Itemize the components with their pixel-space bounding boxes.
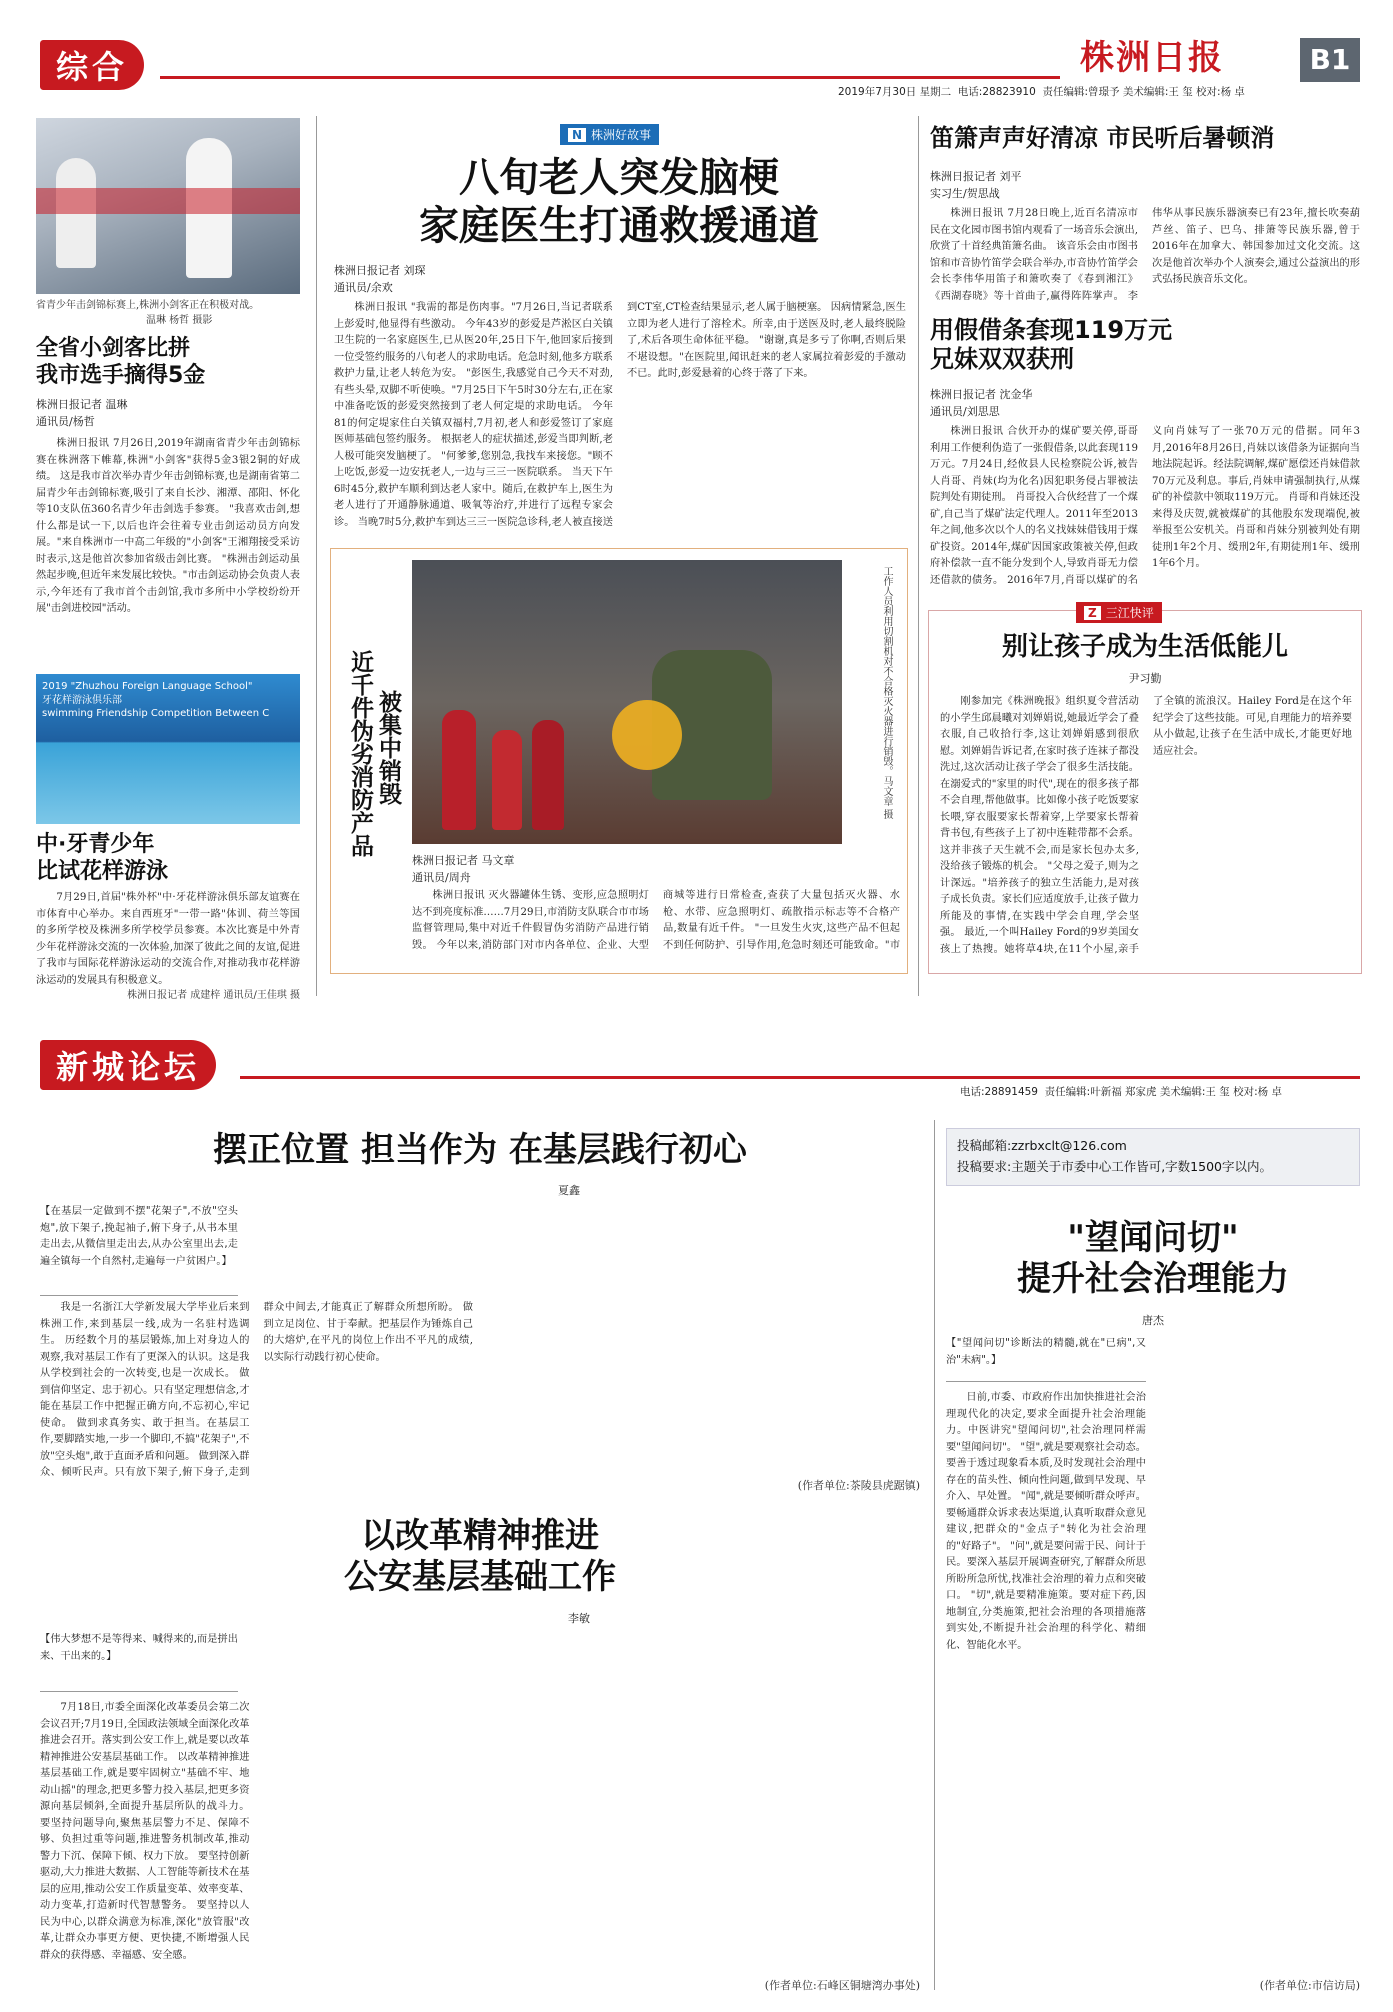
forum-date-line: 电话:28891459 责任编辑:叶新福 郑家虎 美术编辑:王 玺 校对:杨 卓 — [960, 1086, 1282, 1098]
story-headline: 八旬老人突发脑梗 家庭医生打通救援通道 — [419, 155, 819, 249]
masthead-logo: 株洲日报 — [1080, 38, 1224, 78]
forum-header-rule — [240, 1076, 1360, 1079]
forum1-body: 我是一名浙江大学新发展大学毕业后来到株洲工作,来到基层一线,成为一名驻村选调生。 历经数个月的基层锻炼,加上对身边人的观察,我对基层工作有了更深入的认识。这是我从学校到社会的一次转变,也是一次成长。 做到信仰坚定、忠于初心。只有坚定理想信念,才能在基层工作中把握正确方向,不忘初心,牢记使命。 做到求真务实、敢于担当。在基层工作,要脚踏实地,一步一个脚印,不搞"花架子",不放"空头炮",敢于直面矛盾和问题。 做到深入群众、倾听民声。只有放下架子,俯下身子,走到群众中间去,才能真正了解群众所想所盼。 做到立足岗位、甘于奉献。把基层作为锤炼自己的大熔炉,在平凡的岗位上作出不平凡的成绩,以实际行动践行初心使命。 — [40, 1302, 473, 1479]
submission-email: 投稿邮箱:zzrbxclt@126.com — [957, 1138, 1127, 1153]
fencing-headline: 全省小剑客比拼 我市选手摘得5金 — [36, 336, 206, 388]
loan-headline: 用假借条套现119万元 兄妹双双获刑 — [930, 316, 1173, 374]
comment-headline: 别让孩子成为生活低能儿 — [1001, 632, 1288, 662]
forum3-lead: 【"望闻问切"诊断法的精髓,就在"已病",又治"未病"。】 — [946, 1336, 1146, 1382]
forum1-lead: 【在基层一定做到不摆"花架子",不放"空头炮",放下架子,挽起袖子,俯下身子,从书本里走出去,从微信里走出去,从办公室里出去,走遍全镇每一个自然村,走遍每一户贫困户。】 — [40, 1204, 238, 1296]
column-divider — [918, 116, 919, 996]
fencing-body: 株洲日报讯 7月26日,2019年湖南省青少年击剑锦标赛在株洲落下帷幕,株洲"小剑客"获得5金3银2铜的好成绩。 这是我市首次举办青少年击剑锦标赛,也是湖南省第二届青少年击剑锦标赛,吸引了来自长沙、湘潭、邵阳、怀化等10支队伍360名青少年击剑选手参赛。 "我喜欢击剑,想什么都是试一下,以后也许会往着专业击剑运动员方向发展。"来自株洲市一中高二年级的"小剑客"王湘翔接受采访时表示,这是他首次参加省级击剑比赛。 "株洲击剑运动虽然起步晚,但近年来发展比较快。"市击剑运动协会负责人表示,今年还有了我市首个击剑馆,我市多所中小学校纷纷开展"击剑进校园"活动。 — [36, 438, 300, 615]
fire-photo-caption: 工作人员利用切割机对不合格灭火器进行销毁。马文章 摄 — [881, 566, 892, 820]
comment-tag-icon: Z — [1084, 606, 1101, 620]
forum1-headline: 摆正位置 担当作为 在基层践行初心 — [213, 1130, 747, 1170]
column-divider — [316, 116, 317, 996]
date-line: 2019年7月30日 星期二 电话:28823910 责任编辑:曾璟予 美术编辑:王 玺 校对:杨 卓 — [838, 86, 1245, 98]
forum2-footer: (作者单位:石峰区铜塘湾办事处) — [764, 1979, 920, 1992]
fencing-photo-caption: 省青少年击剑锦标赛上,株洲小剑客正在积极对战。 温琳 杨哲 摄影 — [36, 300, 260, 326]
forum3-headline: "望闻问切" 提升社会治理能力 — [1017, 1218, 1289, 1300]
section-badge: 综合 — [40, 40, 144, 90]
fire-headline-1: 近千件伪劣消防产品 — [347, 650, 373, 857]
header-rule — [160, 76, 1060, 79]
forum-section-badge: 新城论坛 — [40, 1040, 216, 1090]
swimming-headline: 中·牙青少年 比试花样游泳 — [36, 832, 169, 884]
submission-box — [946, 1128, 1360, 1186]
story-body: 株洲日报讯 "我需的都是伤肉事。"7月26日,当记者联系上彭爱时,他显得有些激动。 今年43岁的彭爱是芦淞区白关镇卫生院的一名家庭医生,已从医20年,25日下午,他回家后接到一位受签约服务的八旬老人的求助电话。危急时刻,他多方联系救护力量,让老人转危为安。 "彭医生,我感觉自己今天不对劲,有些头晕,双脚不听使唤。"7月25日下午5时30分左右,正在家中准备吃饭的彭爱突然接到了老人何定堤的求助电话。 今年81的何定堤家住白关镇双福村,7月初,老人和彭爱签订了家庭医师基础包签约服务。 根据老人的症状描述,彭爱当即判断,老人极可能突发脑梗了。 "何爹爹,您别急,我找车来接您。"顾不上吃饭,彭爱一边安抚老人,一边与三三一医院联系。 当天下午6时45分,救护车顺利到达老人家中。随后,在救护车上,医生为老人进行了开通静脉通道、吸氧等治疗,并进行了远程专家会诊。 当晚7时5分,救护车到达三三一医院急诊科,老人被直接送到CT室,CT检查结果显示,老人属于脑梗塞。 因病情紧急,医生立即为老人进行了溶栓术。所幸,由于送医及时,老人最终脱险了,术后各项生命体征平稳。 "谢谢,真是多亏了你啊,否则后果不堪设想。"在医院里,闻讯赶来的老人家属拉着彭爱的手激动不已。此时,彭爱悬着的心终于落了下来。 — [334, 302, 906, 528]
swimming-photo — [36, 674, 300, 824]
forum1-author: 夏鑫 — [558, 1184, 580, 1197]
swimming-body: 7月29日,首届"株外杯"中·牙花样游泳俱乐部友谊赛在市体育中心举办。来自西班牙"一带一路"体训、荷兰等国的多所学校及株洲多所学校学员参赛。本次比赛是中外青少年花样游泳交流的一次体验,加深了彼此之间的友谊,促进了我市与国际花样游泳运动的交流合作,对推动我市花样游泳运动的发展具有积极意义。 — [36, 892, 300, 986]
fire-byline: 株洲日报记者 马文章 通讯员/周舟 — [412, 854, 515, 885]
forum2-body: 7月18日,市委全面深化改革委员会第二次会议召开;7月19日,全国政法领域全面深化改革推进会召开。落实到公安工作上,就是要以改革精神推进公安基层基础工作。 以改革精神推进基层基础工作,就是要牢固树立"基础不牢、地动山摇"的理念,把更多警力投入基层,把更多资源向基层倾斜,全面提升基层所队的战斗力。 要坚持问题导向,聚焦基层警力不足、保障不够、负担过重等问题,推进警务机制改革,推动警力下沉、保障下倾、权力下放。 要坚持创新驱动,大力推进大数据、人工智能等新技术在基层的应用,推动公安工作质量变革、效率变革、动力变革,打造新时代智慧警务。 要坚持以人民为中心,以群众满意为标准,深化"放管服"改革,让群众办事更方便、更快捷,不断增强人民群众的获得感、幸福感、安全感。 — [40, 1702, 250, 1961]
submission-requirement: 投稿要求:主题关于市委中心工作皆可,字数1500字以内。 — [957, 1159, 1272, 1175]
loan-byline: 株洲日报记者 沈金华 通讯员/刘思思 — [930, 388, 1033, 419]
music-headline: 笛箫声声好清凉 市民听后暑顿消 — [930, 124, 1275, 152]
page-number: B1 — [1300, 38, 1360, 82]
forum3-body: 日前,市委、市政府作出加快推进社会治理现代化的决定,要求全面提升社会治理能力。中医讲究"望闻问切",社会治理同样需要"望闻问切"。 "望",就是要观察社会动态。要善于透过现象看本质,及时发现社会治理中存在的苗头性、倾向性问题,做到早发现、早介入、早处置。 "闻",就是要倾听群众呼声。要畅通群众诉求表达渠道,认真听取群众意见建议,把群众的"金点子"转化为社会治理的"好路子"。 "问",就是要问需于民、问计于民。要深入基层开展调查研究,了解群众所思所盼所急所忧,找准社会治理的着力点和突破口。 "切",就是要精准施策。要对症下药,因地制宜,分类施策,把社会治理的各项措施落到实处,不断提升社会治理的科学化、精细化、智能化水平。 — [946, 1392, 1146, 1651]
swimming-credit: 株洲日报记者 成建梓 通讯员/王佳琪 摄 — [127, 990, 300, 1001]
story-tag: N 株洲好故事 — [560, 124, 659, 145]
fire-photo — [412, 560, 842, 844]
forum3-footer: (作者单位:市信访局) — [1259, 1979, 1360, 1992]
story-byline: 株洲日报记者 刘琛 通讯员/余欢 — [334, 264, 426, 295]
fencing-byline: 株洲日报记者 温琳 通讯员/杨哲 — [36, 398, 128, 429]
story-tag-icon: N — [568, 128, 586, 142]
loan-body: 株洲日报讯 合伙开办的煤矿要关停,哥哥利用工作便利伪造了一张假借条,以此套现119万元。7月24日,经攸县人民检察院公诉,被告人肖哥、肖妹(均为化名)因犯职务侵占罪被法院判处有期徒刑。 肖哥投入合伙经营了一个煤矿,自己当了煤矿法定代理人。2011年至2013年之间,他多次以个人的名义找妹妹借钱用于煤矿投资。2014年,煤矿因国家政策被关停,但政府补偿款一直不能分发到个人,导致肖哥无力偿还借款的债务。 2016年7月,肖哥以煤矿的名义向肖妹写了一张70万元的借据。同年3月,2016年8月26日,肖妹以该借条为证据向当地法院起诉。经法院调解,煤矿愿偿还肖妹借款70万元及利息。事后,肖妹申请强制执行,从煤矿的补偿款中领取119万元。 肖哥和肖妹还没来得及庆贺,就被煤矿的其他股东发现端倪,被举报至公安机关。肖哥和肖妹分别被判处有期徒刑1年2个月、缓刑2年,有期徒刑1年、缓刑1年6个月。 — [930, 426, 1360, 586]
comment-author: 尹习勤 — [1128, 672, 1162, 685]
forum3-author: 唐杰 — [1142, 1314, 1164, 1327]
comment-tag: Z 三江快评 — [1076, 602, 1162, 623]
forum2-author: 李敏 — [568, 1612, 590, 1625]
forum2-lead: 【伟大梦想不是等得来、喊得来的,而是拼出来、干出来的。】 — [40, 1632, 238, 1692]
swimming-banner: 2019 "Zhuzhou Foreign Language School" 牙花样游泳俱乐部 swimming Friendship Competition Between C — [42, 681, 270, 719]
fencing-photo — [36, 118, 300, 294]
comment-body: 刚参加完《株洲晚报》组织夏令营活动的小学生邱晨曦对刘婵娟说,她最近学会了叠衣服,自己收拾行李,这让刘婵娟感到很欣慰。刘婵娟告诉记者,在家时孩子连袜子都没洗过,这次活动让孩子学会了很多生活技能。 在溺爱式的"家里的时代",现在的很多孩子都不会自理,帮他做事。比如像小孩子吃饭要家长喂,穿衣服要家长帮着穿,上学要家长帮着背书包,有些孩子上了初中连鞋带都不会系。这并非孩子天生就不会,而是家长包办太多,没给孩子锻炼的机会。 "父母之爱子,则为之计深远。"培养孩子的独立生活能力,是对孩子成长负责。家长们应适度放手,让孩子做力所能及的事情,在实践中学会自理,学会坚强。 最近,一个叫Hailey Ford的9岁美国女孩上了热搜。她将草4块,在11个小屋,亲手了全镇的流浪汉。Hailey Ford是在这个年纪学会了这些技能。可见,自理能力的培养要从小做起,让孩子在生活中成长,才能更好地适应社会。 — [940, 696, 1352, 955]
music-byline: 株洲日报记者 刘平 实习生/贺思战 — [930, 170, 1022, 201]
column-divider — [934, 1120, 935, 1990]
fire-body: 株洲日报讯 灭火器罐体生锈、变形,应急照明灯达不到亮度标准……7月29日,市消防支队联合市市场监督管理局,集中对近千件假冒伪劣消防产品进行销毁。 今年以来,消防部门对市内各单位、企业、大型商城等进行日常检查,查获了大量包括灭火器、水枪、水带、应急照明灯、疏散指示标志等不合格产品,数量有近千件。 "一旦发生火灾,这些产品不但起不到任何防护、引导作用,危急时刻还可能致命。"市 — [412, 890, 900, 951]
music-body: 株洲日报讯 7月28日晚上,近百名清凉市民在文化园市图书馆内观看了一场音乐会演出,欣赏了十首经典笛箫名曲。 该音乐会由市图书馆和市音协竹笛学会联合举办,市音协竹笛学会会长李伟华用笛子和箫吹奏了《春到湘江》《西湖春晓》等十首曲子,赢得阵阵掌声。 李伟华从事民族乐器演奏已有23年,擅长吹奏葫芦丝、笛子、巴乌、排箫等民族乐器,曾于2016年在加拿大、韩国参加过文化交流。这次是他首次举办个人演奏会,通过公益演出的形式弘扬民族音乐文化。 — [930, 208, 1360, 302]
forum2-headline: 以改革精神推进 公安基层基础工作 — [344, 1516, 616, 1598]
forum1-footer: (作者单位:茶陵县虎踞镇) — [797, 1479, 920, 1492]
fire-headline-2: 被集中销毁 — [375, 690, 401, 805]
